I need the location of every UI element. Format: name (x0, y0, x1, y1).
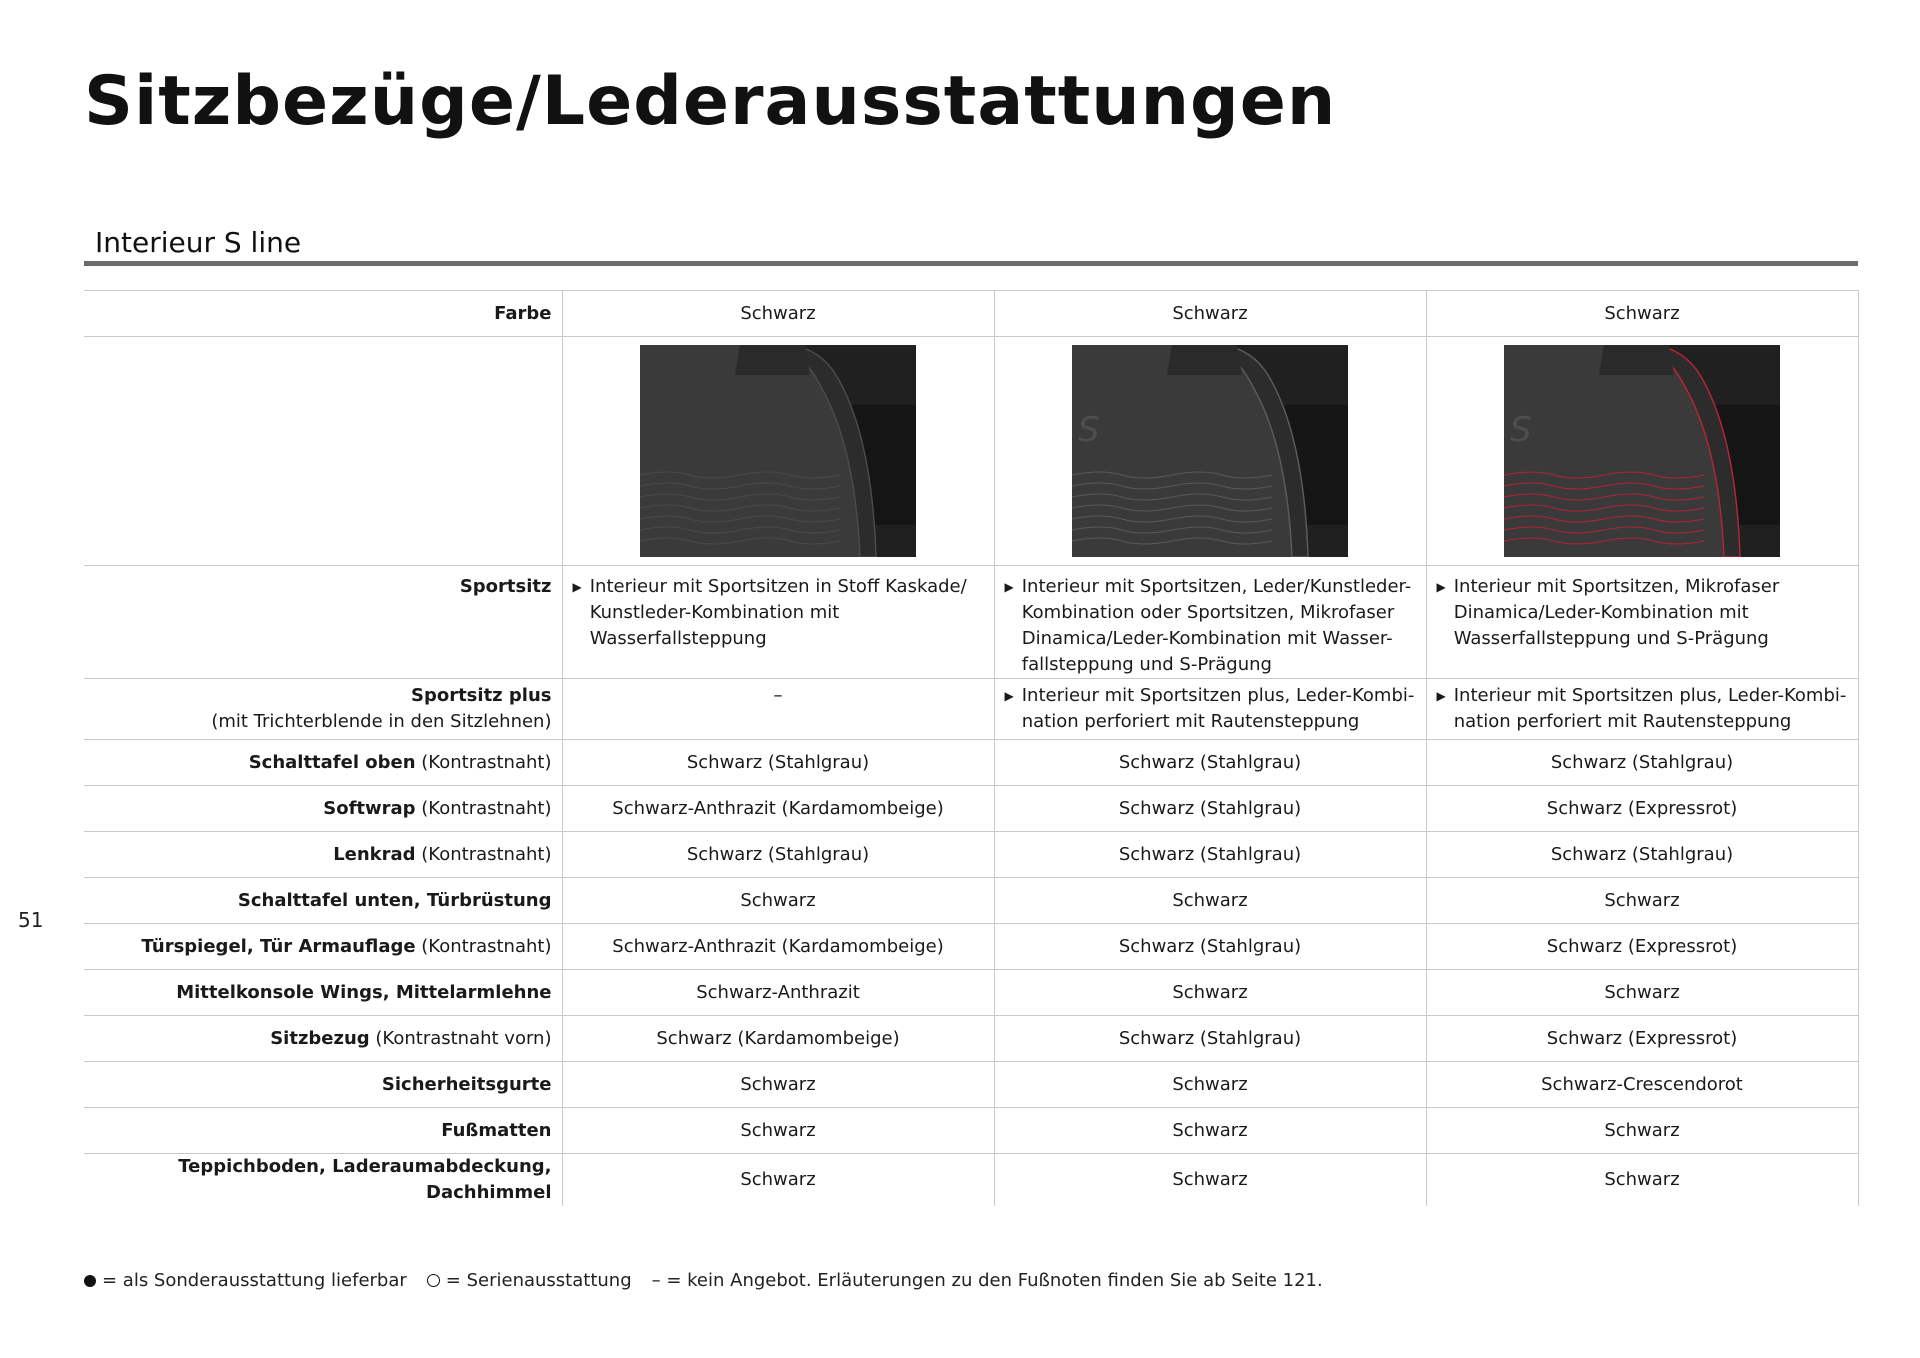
row-label: Schalttafel unten, Türbrüstung (237, 889, 552, 911)
table-cell: Schwarz (1426, 1108, 1858, 1154)
table-row-sportsitz (84, 566, 1858, 679)
page-title: Sitzbezüge/Lederausstattungen (84, 62, 1337, 141)
seat-headrest (1599, 345, 1674, 375)
table-cell: Schwarz (Stahlgrau) (562, 832, 994, 878)
legend-standard: = Serienausstattung (445, 1270, 632, 1291)
table-cell: Schwarz (994, 1108, 1426, 1154)
table-cell: Schwarz (Stahlgrau) (994, 832, 1426, 878)
table-cell: Schwarz (1426, 970, 1858, 1016)
section-divider (84, 261, 1858, 266)
table-cell: Schwarz (Stahlgrau) (562, 740, 994, 786)
table-cell: Schwarz (Expressrot) (1426, 1016, 1858, 1062)
table-cell: Interieur mit Sportsitzen plus, Leder-Kombi-nation perforiert mit Rautensteppung (1021, 685, 1415, 732)
table-cell: Schwarz (Stahlgrau) (1426, 740, 1858, 786)
table-row-sportsitz-plus (84, 679, 1858, 740)
seat-image-stoff-kaskade (640, 345, 916, 557)
row-label-note: (Kontrastnaht) (415, 797, 552, 819)
table-row (84, 924, 1858, 970)
open-circle-icon (427, 1274, 440, 1287)
row-label: Mittelkonsole Wings, Mittelarmlehne (176, 981, 552, 1003)
row-label: Schalttafel oben (248, 751, 416, 773)
table-cell: Schwarz (Expressrot) (1426, 786, 1858, 832)
row-label: Farbe (84, 291, 562, 337)
table-cell: Schwarz (562, 291, 994, 337)
table-row (84, 970, 1858, 1016)
row-label: Sportsitz (84, 566, 562, 679)
table-cell: Schwarz (Stahlgrau) (1426, 832, 1858, 878)
table-cell: Schwarz (1426, 878, 1858, 924)
row-label: Sitzbezug (270, 1027, 370, 1049)
row-label: Türspiegel, Tür Armauflage (141, 935, 416, 957)
row-label: Sportsitz plus (410, 685, 552, 706)
row-label-note: (Kontrastnaht) (415, 935, 552, 957)
table-cell: Schwarz-Anthrazit (Kardamombeige) (562, 786, 994, 832)
table-row-farbe (84, 291, 1858, 337)
footnote-legend (84, 1270, 1323, 1291)
row-label: Lenkrad (333, 843, 416, 865)
equipment-table (84, 290, 1859, 1206)
table-cell: Schwarz (994, 1154, 1426, 1207)
seat-logo-text: S (1078, 410, 1100, 450)
table-cell: Schwarz-Crescendorot (1426, 1062, 1858, 1108)
bullet-arrow-icon: ▶ (572, 580, 582, 594)
bullet-arrow-icon: ▶ (1436, 689, 1446, 703)
row-label-note: (Kontrastnaht) (415, 843, 552, 865)
table-cell: Schwarz (Stahlgrau) (994, 1016, 1426, 1062)
table-cell: Schwarz-Anthrazit (562, 970, 994, 1016)
table-row (84, 1062, 1858, 1108)
table-cell: – (562, 679, 994, 740)
table-cell: Schwarz (562, 1108, 994, 1154)
table-row-images (84, 337, 1858, 566)
row-sublabel: (mit Trichterblende in den Sitzlehnen) (211, 711, 552, 732)
table-cell: Interieur mit Sportsitzen, Mikrofaser Dinamica/Leder-Kombination mit Wasserfallsteppung und S-Prägung (1453, 576, 1780, 649)
table-cell: Schwarz (Stahlgrau) (994, 740, 1426, 786)
legend-none: – = kein Angebot. Erläuterungen zu den Fußnoten finden Sie ab Seite 121. (651, 1270, 1323, 1291)
table-cell: Schwarz (562, 1154, 994, 1207)
table-row (84, 878, 1858, 924)
table-row (84, 1016, 1858, 1062)
table-cell: Schwarz (Stahlgrau) (994, 786, 1426, 832)
row-label: Sicherheitsgurte (381, 1073, 552, 1095)
table-row (84, 786, 1858, 832)
legend-optional: = als Sonderausstattung lieferbar (102, 1270, 407, 1291)
bullet-arrow-icon: ▶ (1436, 580, 1446, 594)
row-label: Fußmatten (441, 1119, 552, 1141)
table-row (84, 1154, 1858, 1207)
table-row (84, 832, 1858, 878)
row-label: Teppichboden, Laderaumabdeckung, Dachhimmel (178, 1156, 552, 1203)
table-cell: Schwarz (Kardamombeige) (562, 1016, 994, 1062)
row-label: Softwrap (323, 797, 416, 819)
table-cell: Schwarz (994, 291, 1426, 337)
table-cell: Interieur mit Sportsitzen, Leder/Kunstleder-Kombination oder Sportsitzen, Mikrofaser Dinamica/Leder-Kombination mit Wasser-fallsteppung und S-Prägung (1021, 576, 1412, 675)
table-cell: Schwarz (1426, 291, 1858, 337)
table-cell: Schwarz (562, 1062, 994, 1108)
section-title: Interieur S line (95, 226, 302, 259)
table-row (84, 740, 1858, 786)
table-cell: Interieur mit Sportsitzen in Stoff Kaskade/ Kunstleder-Kombination mit Wasserfallsteppung (589, 576, 967, 649)
seat-headrest (735, 345, 810, 375)
table-cell: Schwarz (994, 878, 1426, 924)
table-cell: Schwarz (1426, 1154, 1858, 1207)
seat-logo-text: S (1510, 410, 1532, 450)
table-row (84, 1108, 1858, 1154)
table-cell: Interieur mit Sportsitzen plus, Leder-Kombi-nation perforiert mit Rautensteppung (1453, 685, 1847, 732)
table-cell: Schwarz (Expressrot) (1426, 924, 1858, 970)
seat-image-leder-kunstleder (1072, 345, 1348, 557)
table-cell: Schwarz (994, 970, 1426, 1016)
filled-circle-icon (84, 1275, 96, 1287)
seat-image-mikrofaser-red (1504, 345, 1780, 557)
table-cell: Schwarz (Stahlgrau) (994, 924, 1426, 970)
page-number: 51 (18, 908, 44, 932)
row-label-note: (Kontrastnaht vorn) (369, 1027, 552, 1049)
table-cell: Schwarz-Anthrazit (Kardamombeige) (562, 924, 994, 970)
bullet-arrow-icon: ▶ (1004, 689, 1014, 703)
table-cell: Schwarz (562, 878, 994, 924)
table-cell: Schwarz (994, 1062, 1426, 1108)
seat-headrest (1167, 345, 1242, 375)
row-label-note: (Kontrastnaht) (415, 751, 552, 773)
bullet-arrow-icon: ▶ (1004, 580, 1014, 594)
